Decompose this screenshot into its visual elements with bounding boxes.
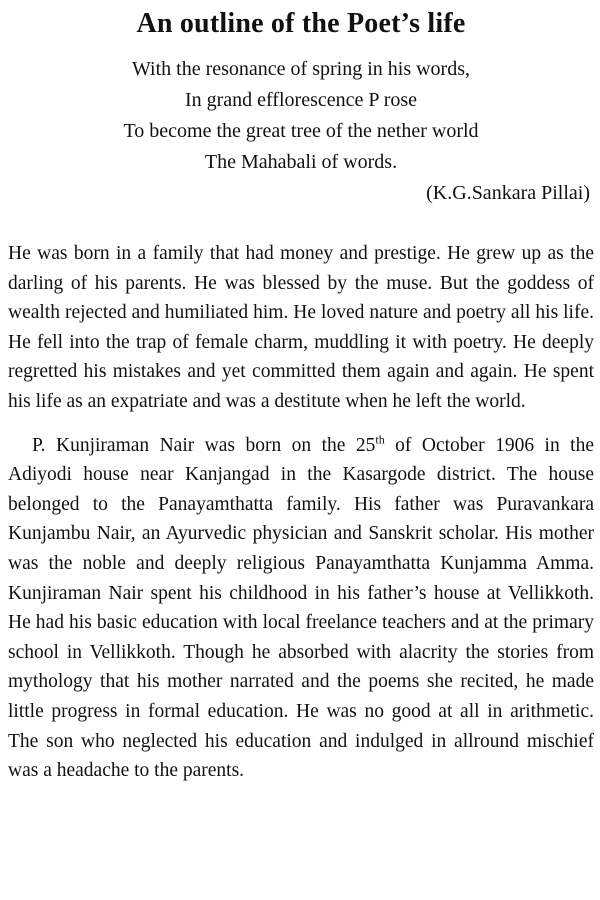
poem-line: To become the great tree of the nether world [123,120,479,142]
epigraph-poem [8,54,594,178]
paragraph-text-part: P. Kunjiraman Nair was born on the 25 [32,434,376,456]
chapter-title: An outline of the Poet’s life [136,8,466,39]
poem-line: In grand efflorescence P rose [184,89,418,111]
paragraph-text-part: of October 1906 in the Adiyodi house near Kanjangad in the Kasargode district. The house belonged to the Panayamthatta family. His father was Puravankara Kunjambu Nair, an Ayurvedic physician and Sanskrit scholar. His mother was the noble and deeply religious Panayamthatta Kunjamma Amma. Kunjiraman Nair spent his childhood in his father’s house at Vellikkoth. He had his basic education with local freelance teachers and at the primary school in Vellikkoth. Though he absorbed with alacrity the stories from mythology that his mother narrated and the poems she recited, he made little progress in formal education. He was no good at all in arithmetic. The son who neglected his education and indulged in allround mischief was a headache to the parents. [8,434,594,782]
epigraph-attribution: (K.G.Sankara Pillai) [426,182,590,204]
ordinal-superscript: th [375,432,385,447]
poem-line: The Mahabali of words. [204,151,398,173]
paragraph-intro: He was born in a family that had money and prestige. He grew up as the darling of his parents. He was blessed by the muse. But the goddess of wealth rejected and humiliated him. He loved nature and poetry all his life. He fell into the trap of female charm, muddling it with poetry. He deeply regretted his mistakes and yet committed them again and again. He spent his life as an expatriate and was a destitute when he left the world. [8,243,594,412]
poem-line: With the resonance of spring in his words, [131,58,471,80]
paragraph-birth-childhood [8,431,594,786]
